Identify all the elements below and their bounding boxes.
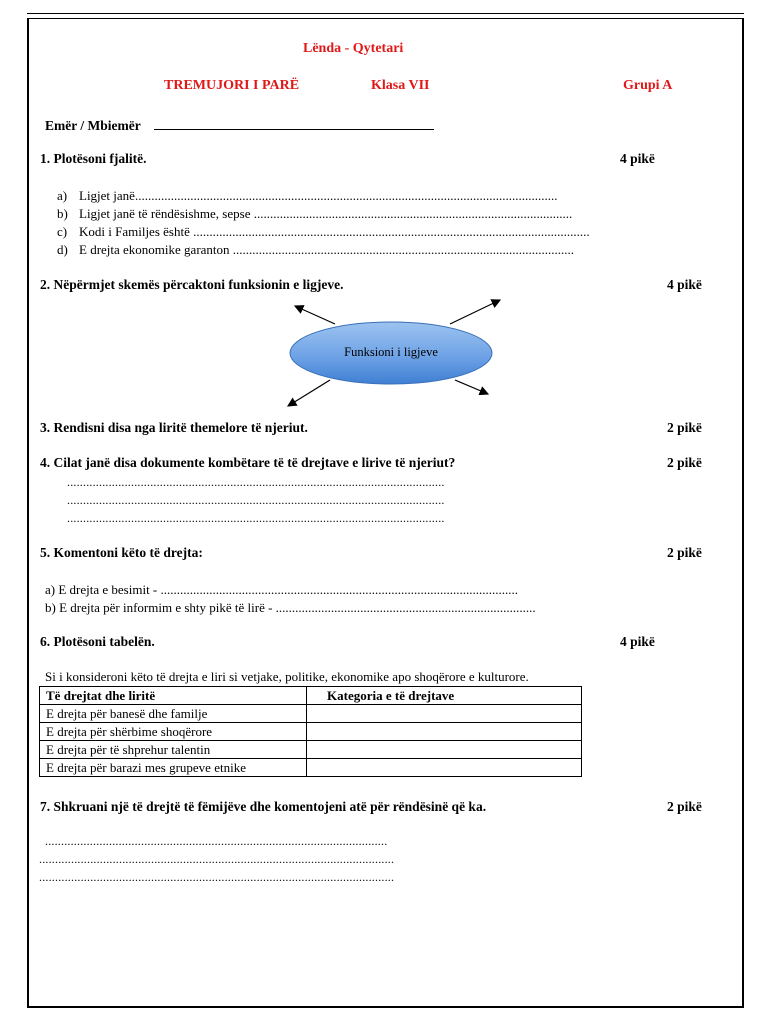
q5-title: 5. Komentoni këto të drejta:	[40, 545, 203, 560]
q4-answer-line[interactable]: ......................................................................................................................	[67, 511, 445, 525]
table-cell-category[interactable]	[307, 723, 582, 741]
name-label: Emër / Mbiemër	[45, 118, 141, 133]
q1-item-b	[57, 206, 572, 222]
arrow-top-right	[450, 300, 500, 324]
q6-points: 4 pikë	[620, 634, 655, 649]
q7-answer-line[interactable]: ...............................................................................................................	[39, 870, 395, 884]
q1-title: 1. Plotësoni fjalitë.	[40, 151, 147, 166]
q4-points: 2 pikë	[667, 455, 702, 470]
table-row	[40, 741, 582, 759]
name-field-row	[45, 115, 434, 134]
table-cell-right: E drejta për të shprehur talentin	[40, 741, 307, 759]
arrow-bottom-left	[288, 380, 330, 406]
arrow-top-left	[295, 306, 335, 324]
q1-item-letter: a)	[57, 188, 68, 203]
table-row	[40, 759, 582, 777]
q1-item-text[interactable]: E drejta ekonomike garanton .........................................................................................................	[79, 242, 575, 257]
table-cell-right: E drejta për banesë dhe familje	[40, 705, 307, 723]
q1-item-c	[57, 224, 590, 240]
subject-title: Lënda - Qytetari	[303, 41, 404, 56]
q1-item-letter: b)	[57, 206, 68, 221]
q6-instruction: Si i konsideroni këto të drejta e liri si vetjake, politike, ekonomike apo shoqërore e kulturore.	[45, 669, 529, 684]
q1-item-text[interactable]: Kodi i Familjes është ..........................................................................................................................	[79, 224, 590, 239]
q3-title: 3. Rendisni disa nga liritë themelore të njeriut.	[40, 420, 308, 435]
top-rule	[27, 13, 744, 14]
group-label: Grupi A	[623, 78, 673, 93]
q7-title: 7. Shkruani një të drejtë të fëmijëve dhe komentojeni atë për rëndësinë që ka.	[40, 799, 487, 814]
class-label: Klasa VII	[371, 78, 430, 93]
q1-item-a	[57, 188, 557, 204]
q2-title: 2. Nëpërmjet skemës përcaktoni funksionin e ligjeve.	[40, 277, 344, 292]
table-cell-category[interactable]	[307, 741, 582, 759]
table-row	[40, 705, 582, 723]
diagram-label: Funksioni i ligjeve	[344, 345, 438, 359]
term-label: TREMUJORI I PARË	[164, 78, 300, 93]
q4-answer-line[interactable]: ......................................................................................................................	[67, 493, 445, 507]
table-cell-category[interactable]	[307, 705, 582, 723]
q7-points: 2 pikë	[667, 799, 702, 814]
q1-item-text[interactable]: Ligjet janë të rëndësishme, sepse ..................................................................................................	[79, 206, 573, 221]
table-cell-category[interactable]	[307, 759, 582, 777]
table-row	[40, 723, 582, 741]
q1-item-text[interactable]: Ligjet janë..................................................................................................................................	[79, 188, 558, 203]
rights-category-table	[39, 686, 582, 777]
table-header-category: Kategoria e të drejtave	[307, 687, 582, 705]
arrow-bottom-right	[455, 380, 488, 394]
q1-item-letter: d)	[57, 242, 68, 257]
q3-points: 2 pikë	[667, 420, 702, 435]
table-header-rights: Të drejtat dhe liritë	[40, 687, 307, 705]
q7-answer-line[interactable]: ...........................................................................................................	[45, 834, 388, 848]
q4-answer-line[interactable]: ......................................................................................................................	[67, 475, 445, 489]
q1-item-letter: c)	[57, 224, 68, 239]
q4-title: 4. Cilat janë disa dokumente kombëtare të të drejtave e lirive të njeriut?	[40, 455, 456, 470]
name-input-line[interactable]	[154, 115, 434, 130]
q1-item-d	[57, 242, 574, 258]
q5-item-a[interactable]: a) E drejta e besimit - ..............................................................................................................	[45, 582, 519, 597]
q6-title: 6. Plotësoni tabelën.	[40, 634, 155, 649]
q5-points: 2 pikë	[667, 545, 702, 560]
table-cell-right: E drejta për shërbime shoqërore	[40, 723, 307, 741]
q5-item-b[interactable]: b) E drejta për informim e shty pikë të lirë - ................................................................................	[45, 600, 536, 615]
q7-answer-line[interactable]: ...............................................................................................................	[39, 852, 395, 866]
q2-points: 4 pikë	[667, 277, 702, 292]
q1-points: 4 pikë	[620, 151, 655, 166]
table-cell-right: E drejta për barazi mes grupeve etnike	[40, 759, 307, 777]
table-header-row	[40, 687, 582, 705]
